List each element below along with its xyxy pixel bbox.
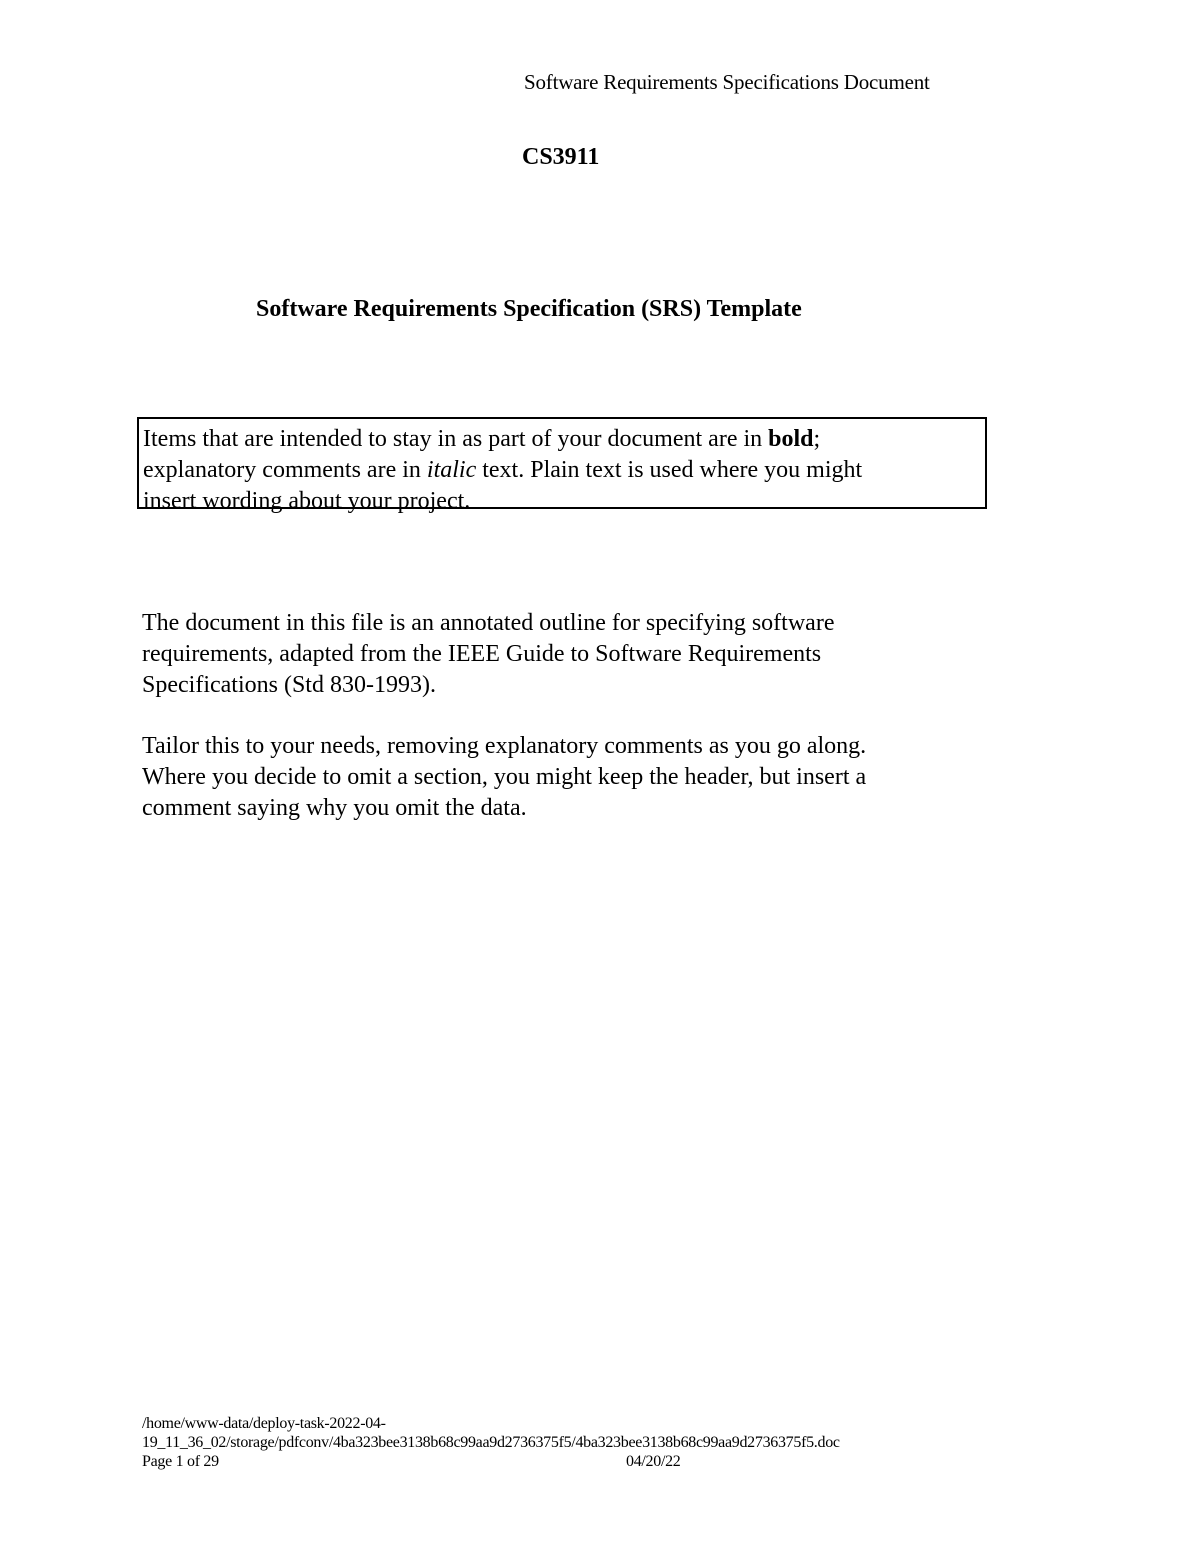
footer-path-line-2: 19_11_36_02/storage/pdfconv/4ba323bee3138b68c99aa9d2736375f5/4ba323bee3138b68c99aa9d2736375f5.doc (142, 1434, 840, 1451)
legend-line-1-text: Items that are intended to stay in as part of your document are in (143, 426, 769, 452)
legend-bold-word: bold (768, 426, 814, 452)
footer-path-line-1: /home/www-data/deploy-task-2022-04- (142, 1415, 386, 1432)
legend-line-2-end: text. Plain text is used where you might (476, 457, 863, 483)
page-footer (142, 1414, 1042, 1471)
intro-line-3: Specifications (Std 830-1993). (142, 672, 436, 698)
formatting-legend-box (137, 417, 987, 514)
document-title: Software Requirements Specification (SRS) Template (256, 296, 802, 322)
page-number: Page 1 of 29 (142, 1453, 219, 1470)
course-code: CS3911 (522, 144, 600, 170)
footer-page-row (142, 1452, 1042, 1471)
footer-date: 04/20/22 (626, 1453, 681, 1470)
tailor-line-3: comment saying why you omit the data. (142, 795, 527, 821)
intro-line-2: requirements, adapted from the IEEE Guide to Software Requirements (142, 641, 822, 667)
running-header: Software Requirements Specifications Document (524, 70, 930, 94)
intro-paragraph (142, 608, 834, 701)
tailor-paragraph (142, 731, 866, 824)
legend-line-2 (143, 455, 985, 486)
intro-line-1: The document in this file is an annotated outline for specifying software (142, 610, 835, 636)
tailor-line-1: Tailor this to your needs, removing explanatory comments as you go along. (142, 733, 867, 759)
legend-italic-word: italic (426, 457, 477, 483)
legend-line-3: insert wording about your project. (143, 488, 471, 514)
legend-line-2-text: explanatory comments are in (143, 457, 427, 483)
tailor-line-2: Where you decide to omit a section, you might keep the header, but insert a (142, 764, 867, 790)
legend-line-1 (143, 424, 985, 455)
legend-line-1-end: ; (813, 426, 821, 452)
